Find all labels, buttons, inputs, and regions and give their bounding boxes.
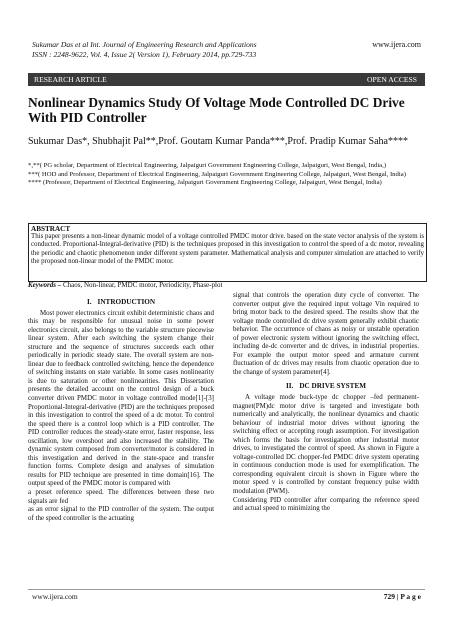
keywords (28, 281, 428, 290)
keywords-label: Keywords – (28, 281, 62, 289)
affiliations (28, 162, 428, 188)
affiliation-2: ***( HOD and Professor, Department of Electrical Engineering, Jalpaiguri Government Engineering College, Jalpaiguri, West Bengal, India) (28, 170, 406, 178)
article-banner (28, 73, 425, 86)
abstract-heading: ABSTRACT (31, 225, 71, 233)
abstract-text: This paper presents a non-linear dynamic model of a voltage controlled PMDC motor drive. based on the state vector analysis of the system is conducted. Proportional-Integral-derivative (PID) is the techniques proposed in this investigation to control the speed of a dc motor, revealing the periodic and chaotic phenomenon under different system parameter. Mathematical analysis and computer simulation are attached to verify the proposed non-linear model of the PMDC motor. (31, 233, 424, 265)
journal-header (32, 40, 332, 60)
footer-website[interactable]: www.ijera.com (32, 592, 78, 601)
journal-citation: Sukumar Das et al Int. Journal of Engineering Research and Applications (32, 40, 257, 49)
journal-website[interactable]: www.ijera.com (372, 40, 421, 49)
access-label: OPEN ACCESS (366, 75, 417, 84)
affiliation-1: *,**( PG scholar, Department of Electrical Engineering, Jalpaiguri Government Engineering College, Jalpaiguri, West Bengal, India,) (28, 162, 387, 169)
section-heading-dc-drive (233, 382, 419, 391)
intro-paragraph-3: as an error signal to the PID controller of the system. The output of the speed controller is the actuating (28, 505, 214, 522)
section-number: II. (285, 382, 294, 391)
journal-issn: ISSN : 2248-9622, Vol. 4, Issue 2( Version 1), February 2014, pp.729-733 (32, 50, 257, 59)
right-column (233, 291, 419, 513)
keywords-text: Chaos, Non-linear, PMDC motor, Periodicity, Phase-plot (61, 281, 223, 289)
intro-paragraph: Most power electronics circuit exhibit deterministic chaos and this may be responsible for unusual noise in some power electronics circuit, also belongs to the variable structure piecewise linear system. After each switching the system change their structure and the sequence of structures succeeds each other periodically in periodic steady state. The overall system are non-linear due to feedback controlled switching, hence the dependence of switching instants on state variable. In some cases nonlinearity is due to saturation or other nonlinearities. This Dissertation presents the detailed account on the control design of a buck converter driven PMDC motor in voltage controlled mode[1]-[3] Proportional-Integral-derivative (PID) are the techniques proposed in this investigation to control the speed of a dc motor. To control the speed there is a control loop which is a PID controller. The PID controller reduces the steady-state error, faster response, less oscillation, low overshoot and also increased the stability. The dynamic system composed from converter/motor is considered in this investigation and derived in the state-space and transfer function forms. Complete design and analyses of simulation results for PID technique are presented in time domain[16]. The output speed of the PMDC motor is compared with (28, 308, 214, 488)
article-type-label: RESEARCH ARTICLE (34, 75, 107, 84)
paper-title: Nonlinear Dynamics Study Of Voltage Mode Controlled DC Drive With PID Controller (28, 95, 405, 125)
dc-drive-paragraph-2: Considering PID controller after comparing the reference speed and actual speed to minimizing the (233, 495, 419, 513)
section-title: DC DRIVE SYSTEM (299, 382, 367, 391)
author-list: Sukumar Das*, Shubhajit Pal**,Prof. Goutam Kumar Panda***,Prof. Pradip Kumar Saha**** (28, 136, 408, 147)
intro-continuation: signal that controls the operation duty cycle of converter. The converter output give the required input voltage Vin required to bring motor back to the desired speed. The results show that the voltage mode controlled dc drive system generally exhibit chaotic behavior. The occurrence of chaos as noisy or unstable operation of power electronic system without ignoring the switching effect, including de-dc converter and dc drives, in industrial properties. For example the output motor speed and armature current fluctuation of dc drives may results from chaotic operation due to the change of system parameter[4]. (233, 291, 419, 376)
intro-paragraph-2: a preset reference speed. The differences between these two signals are fed (28, 488, 214, 505)
dc-drive-paragraph: A voltage mode buck-type dc chopper –fed permanent-magnet(PM)dc motor drive is targeted and investigate both numerically and analytically, the nonlinear dynamics and chaotic behaviour of industrial motor drives without ignoring the switching effect or accepting rough assumption. For investigation which forms the basis for investigation other industrial motor drives, to investigated the control of speed. As shown in Figure a voltage-controlled DC chopper-fed PMDC drive system operating in continuous conduction mode is used for exemplification. The corresponding equivalent circuit is shown in Figure where the motor speed v is controlled by constant frequency pulse width modulation (PWM). (233, 393, 419, 496)
footer-divider (28, 589, 425, 590)
page-number: 729 | P a g e (383, 592, 421, 601)
left-column (28, 298, 214, 522)
section-number: I. (86, 298, 92, 306)
abstract-box (28, 223, 427, 282)
section-title: INTRODUCTION (97, 298, 156, 306)
affiliation-3: **** (Professor, Department of Electrical Engineering, Jalpaiguri Government Engineering College, Jalpaiguri, West Bengal, India) (28, 179, 382, 187)
section-heading-introduction (28, 298, 214, 307)
